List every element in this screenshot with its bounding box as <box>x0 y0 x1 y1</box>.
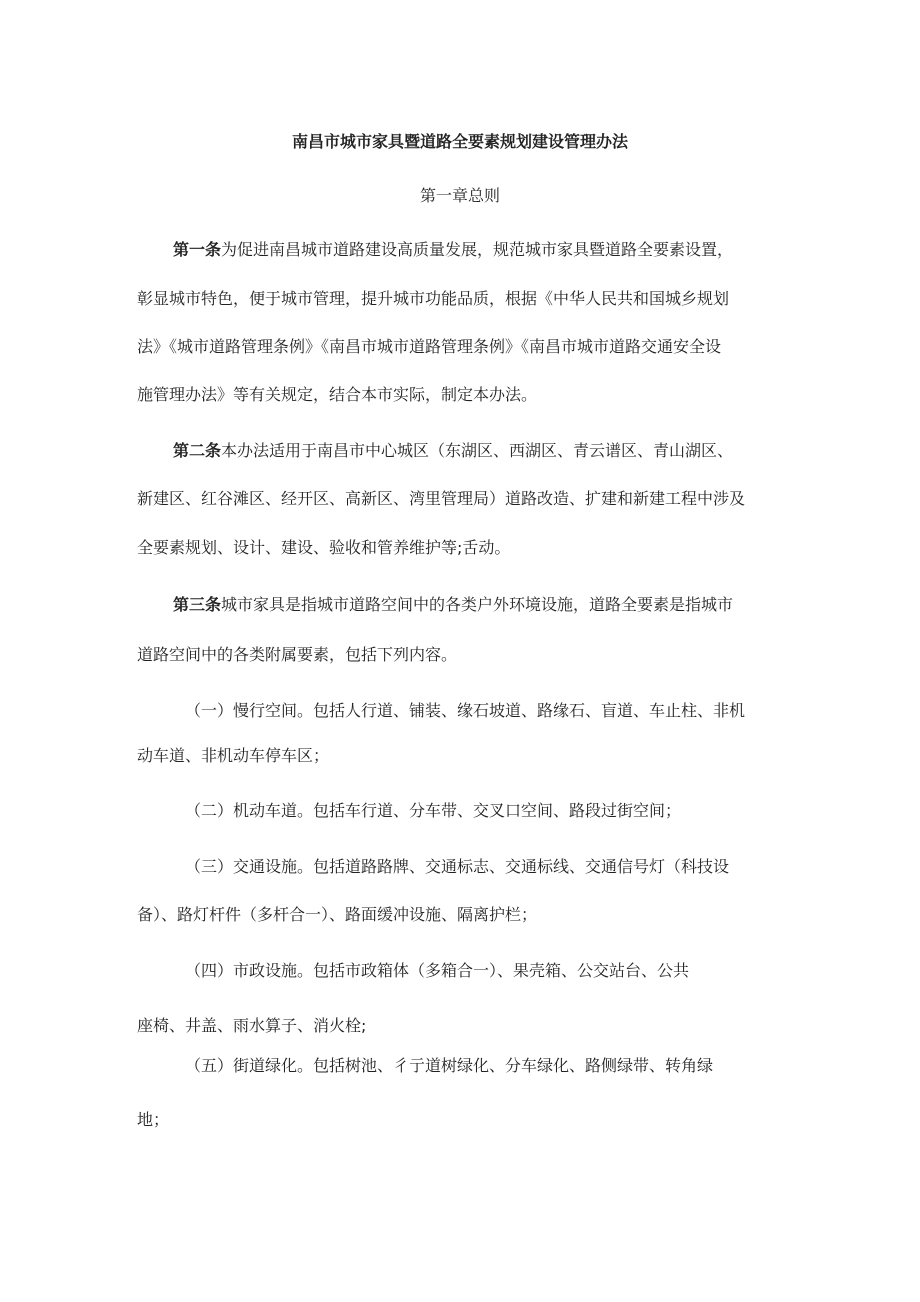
article-2-label: 第二条 <box>173 441 222 460</box>
item-3-line-2: 备）、路灯杆件（多杆合一）、路面缓冲设施、隔离护栏； <box>137 905 538 924</box>
article-3-text: 城市家具是指城市道路空间中的各类户外环境设施，道路全要素是指城市 <box>221 595 734 614</box>
article-3-line-2: 道路空间中的各类附属要素，包括下列内容。 <box>137 645 458 664</box>
article-2-line-1 <box>173 437 733 465</box>
item-1-line-2: 动车道、非机动车停车区； <box>137 746 330 765</box>
item-4-line-1: （四）市政设施。包括市政箱体（多箱合一）、果壳箱、公交站台、公共 <box>185 961 690 980</box>
article-1-line-4: 施管理办法》等有关规定，结合本市实际，制定本办法。 <box>137 385 538 404</box>
article-1-line-3: 法》《城市道路管理条例》《南昌市城市道路管理条例》《南昌市城市道路交通安全设 <box>137 337 722 356</box>
article-3-label: 第三条 <box>173 595 222 614</box>
item-3-line-1: （三）交通设施。包括道路路牌、交通标志、交通标线、交通信号灯（科技设 <box>185 857 730 876</box>
article-1-label: 第一条 <box>173 240 222 259</box>
item-1-line-1: （一）慢行空间。包括人行道、铺装、缘石坡道、路缘石、盲道、车止柱、非机 <box>185 701 746 720</box>
article-2-text: 本办法适用于南昌市中心城区（东湖区、西湖区、青云谱区、青山湖区、 <box>221 441 734 460</box>
article-3-line-1 <box>173 591 733 619</box>
article-1-line-2: 彰显城市特色，便于城市管理，提升城市功能品质，根据《中华人民共和国城乡规划 <box>137 289 730 308</box>
article-1-text: 为促进南昌城市道路建设高质量发展，规范城市家具暨道路全要素设置， <box>221 240 734 259</box>
article-2-line-2: 新建区、红谷滩区、经开区、高新区、湾里管理局）道路改造、扩建和新建工程中涉及 <box>137 489 746 508</box>
document-title: 南昌市城市家具暨道路全要素规划建设管理办法 <box>291 132 628 151</box>
item-4-line-2: 座椅、井盖、雨水算子、消火栓; <box>137 1016 367 1035</box>
chapter-heading: 第一章总则 <box>419 186 500 205</box>
article-2-line-3: 全要素规划、设计、建设、验收和管养维护等;舌动。 <box>137 538 511 557</box>
item-5-line-1: （五）街道绿化。包括树池、彳亍道树绿化、分车绿化、路侧绿带、转角绿 <box>185 1056 714 1075</box>
item-2-line-1: （二）机动车道。包括车行道、分车带、交叉口空间、路段过街空间； <box>185 801 682 820</box>
item-5-line-2: 地； <box>137 1110 170 1129</box>
article-1-line-1 <box>173 236 733 264</box>
